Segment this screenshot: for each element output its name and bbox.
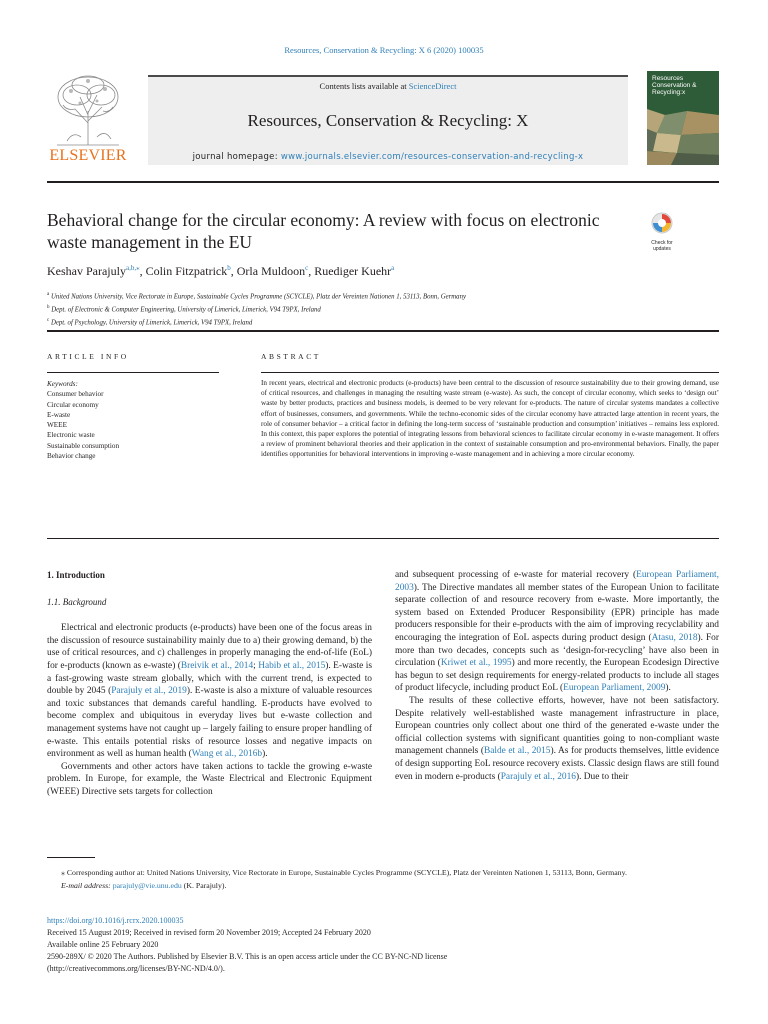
journal-masthead bbox=[47, 71, 719, 165]
text-run: ). E-waste is also a mixture of valuable resources and toxic substances that demands careful handling. E-products have evolved to become complex and ubiquitous in everyday lives but e-waste collection and management systems have not caught up – largely failing to ensure proper handling of e-waste. This entails potential risks of resource losses and negative impacts on environment as well as human health ( bbox=[47, 686, 372, 760]
keywords-block bbox=[47, 379, 119, 461]
keyword-item: Electronic waste bbox=[47, 431, 95, 440]
author-name[interactable]: Colin Fitzpatrick bbox=[145, 264, 228, 278]
sciencedirect-link[interactable]: ScienceDirect bbox=[408, 81, 457, 91]
paragraph bbox=[47, 622, 372, 761]
journal-citation[interactable]: Resources, Conservation & Recycling: X 6 (2020) 100035 bbox=[284, 45, 484, 55]
citation-link[interactable]: Balde et al., 2015 bbox=[483, 746, 551, 757]
license-url[interactable]: (http://creativecommons.org/licenses/BY-NC-ND/4.0/). bbox=[47, 964, 225, 973]
text-run: The results of these collective efforts, however, have not been satisfactory. Despite relatively well-established waste management infrastructure in place, European countries only collect about one third of the generated e-waste under the official collection systems with significant quantities going to non-compliant waste management channels ( bbox=[395, 695, 719, 757]
left-column bbox=[47, 569, 372, 799]
author-name[interactable]: Orla Muldoon bbox=[236, 264, 306, 278]
affiliation-rule bbox=[47, 330, 719, 332]
crossmark-icon bbox=[651, 212, 673, 236]
affiliation-mark: b bbox=[47, 304, 50, 310]
author-marks[interactable]: a,b,⁎ bbox=[125, 264, 140, 272]
homepage-prefix: journal homepage: bbox=[192, 152, 281, 162]
text-run: ). bbox=[262, 749, 268, 760]
article-info-heading: ARTICLE INFO bbox=[47, 352, 129, 361]
keyword-item: Behavior change bbox=[47, 452, 96, 461]
abstract-end-rule bbox=[47, 538, 719, 539]
text-run: ; bbox=[253, 660, 259, 671]
affiliation-text: Dept. of Electronic & Computer Engineering, University of Limerick, Limerick, V94 T9PX, Ireland bbox=[51, 306, 321, 314]
text-run: Electrical and electronic products (e-products) have been one of the focus areas in the discussion of resource sustainability mainly due to a) their growing demand, b) the use of critical resources, and c) challenges in properly managing the end-of-life (EoL) for e-products (known as e-waste) ( bbox=[47, 623, 372, 671]
corresponding-author-note: ⁎ Corresponding author at: United Nations University, Vice Rectorate in Europe, Sustainable Cycles Programme (SCYCLE), Platz der Vereinten Nationen 1, 53113, Bonn, Germany. bbox=[61, 868, 627, 877]
citation-link[interactable]: European Parliament, 2003 bbox=[395, 570, 719, 593]
text-run: ). Due to their bbox=[575, 771, 629, 782]
affiliation-mark: a bbox=[47, 292, 50, 297]
text-run: ). bbox=[665, 683, 671, 694]
paragraph bbox=[395, 569, 719, 695]
journal-banner bbox=[148, 75, 628, 165]
text-run: ). E-waste is a fast-growing waste stream globally, which with the current trend, is expected to double by 2045 ( bbox=[47, 660, 373, 697]
crossmark-label: Check for updates bbox=[651, 240, 673, 252]
author-marks[interactable]: c bbox=[305, 264, 309, 272]
text-run: Governments and other actors have taken actions to tackle the growing e-waste problem. In Europe, for example, the Waste Electrical and Electronic Equipment (WEEE) Directive sets targets for collection bbox=[47, 761, 372, 797]
keyword-item: WEEE bbox=[47, 421, 67, 430]
affiliation-item bbox=[47, 290, 466, 303]
banner-top-rule bbox=[148, 75, 628, 77]
elsevier-logo bbox=[47, 71, 129, 165]
keyword-item: Consumer behavior bbox=[47, 390, 104, 399]
author-name[interactable]: Keshav Parajuly bbox=[47, 264, 126, 278]
right-column bbox=[395, 569, 719, 783]
author-marks[interactable]: a bbox=[391, 264, 395, 272]
email-link[interactable]: parajuly@vie.unu.edu bbox=[112, 881, 182, 890]
affiliations bbox=[47, 290, 466, 328]
received-dates: Received 15 August 2019; Received in revised form 20 November 2019; Accepted 24 February 2020 bbox=[47, 928, 371, 937]
citation-link[interactable]: Atasu, 2018 bbox=[651, 632, 698, 643]
author-list: Keshav Parajuly$^{a,b,⁎}$, Colin Fitzpatrick$^b$, Orla Muldoon$^c$, Ruediger Kuehr$^a$ bbox=[47, 264, 395, 278]
citation-link[interactable]: European Parliament, 2009 bbox=[563, 683, 666, 694]
masthead-rule bbox=[47, 181, 719, 183]
keywords-title: Keywords: bbox=[47, 380, 78, 388]
affiliation-item bbox=[47, 303, 466, 316]
affiliation-text: United Nations University, Vice Rectorate in Europe, Sustainable Cycles Programme (SCYCLE), Platz der Vereinten Nationen 1, 53113, Bonn, Germany bbox=[50, 293, 466, 301]
elsevier-wordmark: ELSEVIER bbox=[49, 147, 127, 164]
author-name[interactable]: Ruediger Kuehr bbox=[314, 264, 392, 278]
text-run: ). As for products themselves, little evidence of design supporting EoL resource recovery exists. Classic design flaws are still found even in modern e-products ( bbox=[395, 746, 719, 782]
publication-info bbox=[47, 915, 719, 975]
citation-link[interactable]: Breivik et al., 2014 bbox=[180, 660, 254, 671]
keyword-item: Circular economy bbox=[47, 400, 99, 409]
contents-prefix: Contents lists available at bbox=[319, 81, 409, 91]
article-title: Behavioral change for the circular economy: A review with focus on electronic waste management in the EU bbox=[47, 210, 600, 252]
cover-title: Resources Conservation & Recycling:x bbox=[652, 75, 697, 96]
footnote-rule bbox=[47, 857, 95, 858]
homepage-link[interactable]: www.journals.elsevier.com/resources-conservation-and-recycling-x bbox=[280, 152, 584, 162]
keyword-item: E-waste bbox=[47, 410, 71, 419]
article-info-rule bbox=[47, 372, 219, 373]
abstract-rule bbox=[261, 372, 719, 373]
abstract-text: In recent years, electrical and electronic products (e-products) have been central to the discussion of resource sustainability due to their growing demand, use of critical resources, and challenges in managing the resulting waste stream (e-waste). As such, the concept of circular economy, which seeks to ‘design out’ waste by better products, practices and business models, is deemed to be very relevant for e-products. The nature of circular systems mandates a collective effort of businesses, consumers, and governments. While the techno-economic sides of the circular economy have attracted large attention in recent years, the role of consumer behavior – a critical factor in defining the long-term success of ‘sustainable production and consumption’ initiatives – remains less explored. In this context, this paper explores the potential of integrating lessons from behavioral sciences to facilitate circular economy in e-waste management. It offers a review of prominent behavioral theories and their application in the context of sustainable consumption and pro-environmental behaviors. Finally, the paper identifies opportunities for behavioral interventions in improving e-waste management and in achieving a more circular economy. bbox=[261, 379, 719, 459]
email-suffix: (K. Parajuly). bbox=[181, 881, 227, 890]
text-run: ). For more than two decades, concepts such as ‘design-for-recycling’ have also been in circulation ( bbox=[395, 632, 719, 669]
text-run: ). The Directive mandates all member states of the European Union to facilitate separate collection of and resource recovery from e-waste. More importantly, the system based on Extended Producer Responsibility (EPR) principle has made producers responsible for their e-products with the aim of improving recyclability and encouraging the integration of EoL aspects during product design ( bbox=[395, 582, 719, 643]
available-online: Available online 25 February 2020 bbox=[47, 940, 159, 949]
citation-link[interactable]: Parajuly et al., 2016 bbox=[500, 771, 576, 782]
affiliation-mark: c bbox=[47, 317, 50, 323]
affiliation-item bbox=[47, 316, 466, 329]
email-note bbox=[47, 879, 719, 892]
license-statement: 2590-289X/ © 2020 The Authors. Published by Elsevier B.V. This is an open access article under the CC BY-NC-ND license bbox=[47, 952, 448, 961]
author-marks[interactable]: b bbox=[227, 264, 231, 272]
email-label: E-mail address: bbox=[61, 881, 113, 890]
citation-link[interactable]: Habib et al., 2015 bbox=[258, 660, 326, 671]
keyword-item: Sustainable consumption bbox=[47, 441, 120, 450]
journal-cover-thumbnail[interactable] bbox=[647, 71, 719, 165]
text-run: ) and more recently, the European Ecodesign Directive has begun to set design requirements for energy-related products to include all stages of product lifecycle, including product EoL ( bbox=[395, 658, 719, 694]
paragraph bbox=[395, 695, 719, 783]
footnotes bbox=[47, 866, 719, 892]
subsection-heading: 1.1. Background bbox=[47, 596, 107, 607]
cover-artwork-icon bbox=[647, 71, 719, 165]
text-run: and subsequent processing of e-waste for material recovery ( bbox=[395, 570, 637, 580]
journal-homepage bbox=[148, 152, 628, 162]
doi-link[interactable]: https://doi.org/10.1016/j.rcrx.2020.100035 bbox=[47, 916, 184, 925]
affiliation-text: Dept. of Psychology, University of Limerick, Limerick, V94 T9PX, Ireland bbox=[50, 318, 253, 326]
citation-link[interactable]: Parajuly et al., 2019 bbox=[111, 686, 187, 697]
citation-link[interactable]: Wang et al., 2016b bbox=[191, 749, 263, 760]
abstract-heading: ABSTRACT bbox=[261, 352, 321, 361]
section-heading: 1. Introduction bbox=[47, 570, 105, 580]
elsevier-tree-icon bbox=[47, 71, 129, 147]
journal-name: Resources, Conservation & Recycling: X bbox=[247, 111, 529, 130]
crossmark-badge[interactable] bbox=[646, 212, 678, 250]
paragraph bbox=[47, 761, 372, 799]
citation-link[interactable]: Kriwet et al., 1995 bbox=[440, 658, 512, 669]
contents-line bbox=[148, 81, 628, 91]
